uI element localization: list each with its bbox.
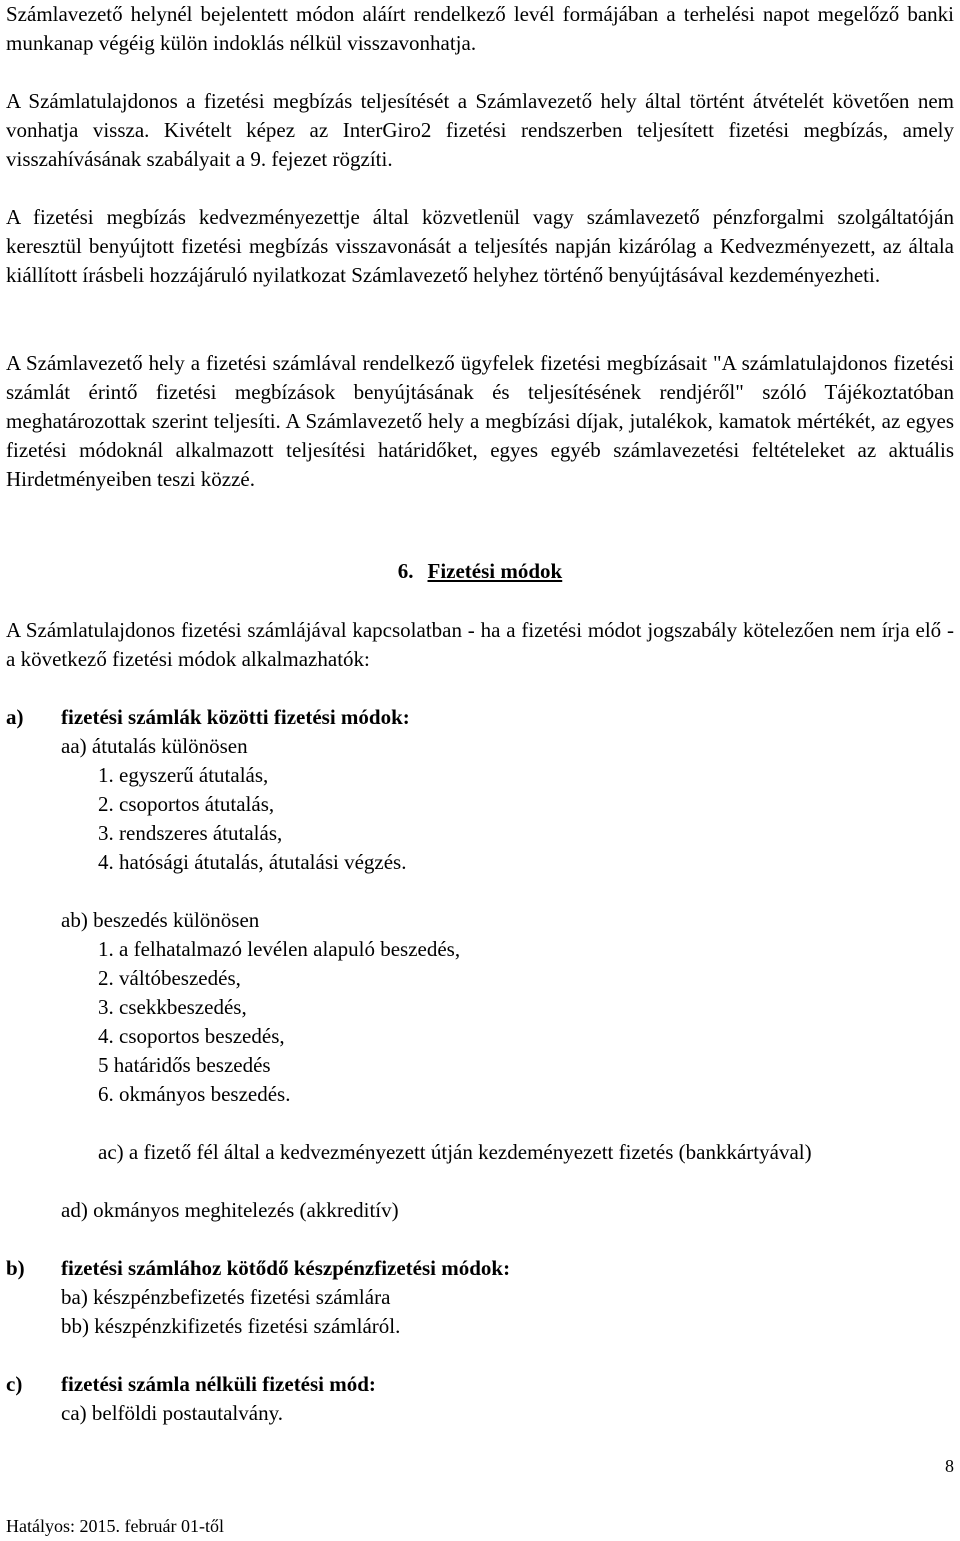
list-sub-ad: ad) okmányos meghitelezés (akkreditív): [61, 1198, 399, 1222]
list-sub-ba: ba) készpénzbefizetés fizetési számlára: [61, 1285, 391, 1309]
list-item: 5 határidős beszedés: [98, 1053, 271, 1077]
section-heading: [0, 557, 960, 586]
section-intro: A Számlatulajdonos fizetési számlájával kapcsolatban - ha a fizetési módot jogszabály kötelezően nem írja elő - a következő fizetési módok alkalmazhatók:: [6, 618, 954, 671]
section-number: 6.: [397, 559, 414, 583]
paragraph-beneficiary-revoke: A fizetési megbízás kedvezményezettje által közvetlenül vagy számlavezető pénzforgalmi szolgáltatóján keresztül benyújtott fizetési megbízás visszavonását a teljesítés napján kizárólag a Kedvezményezett, az általa kiállított írásbeli hozzájáruló nyilatkozat Számlavezető helyhez történő benyújtásával kezdeményezheti.: [6, 205, 954, 287]
paragraph-no-revoke: A Számlatulajdonos a fizetési megbízás teljesítését a Számlavezető hely által történt átvételét követően nem vonhatja vissza. Kivételt képez az InterGiro2 fizetési rendszerben teljesített fizetési megbízás, amely visszahívásának szabályait a 9. fejezet rögzíti.: [6, 89, 954, 171]
list-item: 1. egyszerű átutalás,: [98, 763, 269, 787]
list-sub-bb: bb) készpénzkifizetés fizetési számláról.: [61, 1314, 401, 1338]
list-title-c: fizetési számla nélküli fizetési mód:: [61, 1372, 376, 1396]
paragraph-revocation-note: Számlavezető helynél bejelentett módon aláírt rendelkező levél formájában a terhelési napot megelőző banki munkanap végéig külön indoklás nélkül visszavonhatja.: [6, 2, 954, 55]
effective-date: Hatályos: 2015. február 01-től: [6, 1516, 224, 1536]
list-sub-ca: ca) belföldi postautalvány.: [61, 1401, 283, 1425]
list-item: 4. hatósági átutalás, átutalási végzés.: [98, 850, 407, 874]
list-item: 3. rendszeres átutalás,: [98, 821, 283, 845]
list-item: 1. a felhatalmazó levélen alapuló beszedés,: [98, 937, 461, 961]
paragraph-execution: A Számlavezető hely a fizetési számlával rendelkező ügyfelek fizetési megbízásait "A számlatulajdonos fizetési számlát érintő fizetési megbízások benyújtásának és teljesítésének rendjéről" szóló Tájékoztatóban meghatározottak szerint teljesíti. A Számlavezető hely a megbízási díjak, jutalékok, kamatok mértékét, az egyes fizetési módoknál alkalmazott teljesítési határidőket, egyes egyéb számlavezetési feltételeket az aktuális Hirdetményeiben teszi közzé.: [6, 351, 954, 491]
list-item: 2. csoportos átutalás,: [98, 792, 275, 816]
list-item: 4. csoportos beszedés,: [98, 1024, 285, 1048]
list-label-b: b): [6, 1256, 25, 1280]
list-sub-ac: ac) a fizető fél által a kedvezményezett útján kezdeményezett fizetés (bankkártyával): [98, 1140, 812, 1164]
list-item: 2. váltóbeszedés,: [98, 966, 241, 990]
list-sub-aa: aa) átutalás különösen: [61, 734, 248, 758]
page-number: 8: [945, 1456, 954, 1476]
list-item: 6. okmányos beszedés.: [98, 1082, 291, 1106]
list-title-a: fizetési számlák közötti fizetési módok:: [61, 705, 410, 729]
list-label-a: a): [6, 705, 24, 729]
list-sub-ab: ab) beszedés különösen: [61, 908, 260, 932]
list-label-c: c): [6, 1372, 23, 1396]
list-item: 3. csekkbeszedés,: [98, 995, 247, 1019]
section-title: Fizetési módok: [427, 559, 563, 583]
list-title-b: fizetési számlához kötődő készpénzfizetési módok:: [61, 1256, 511, 1280]
